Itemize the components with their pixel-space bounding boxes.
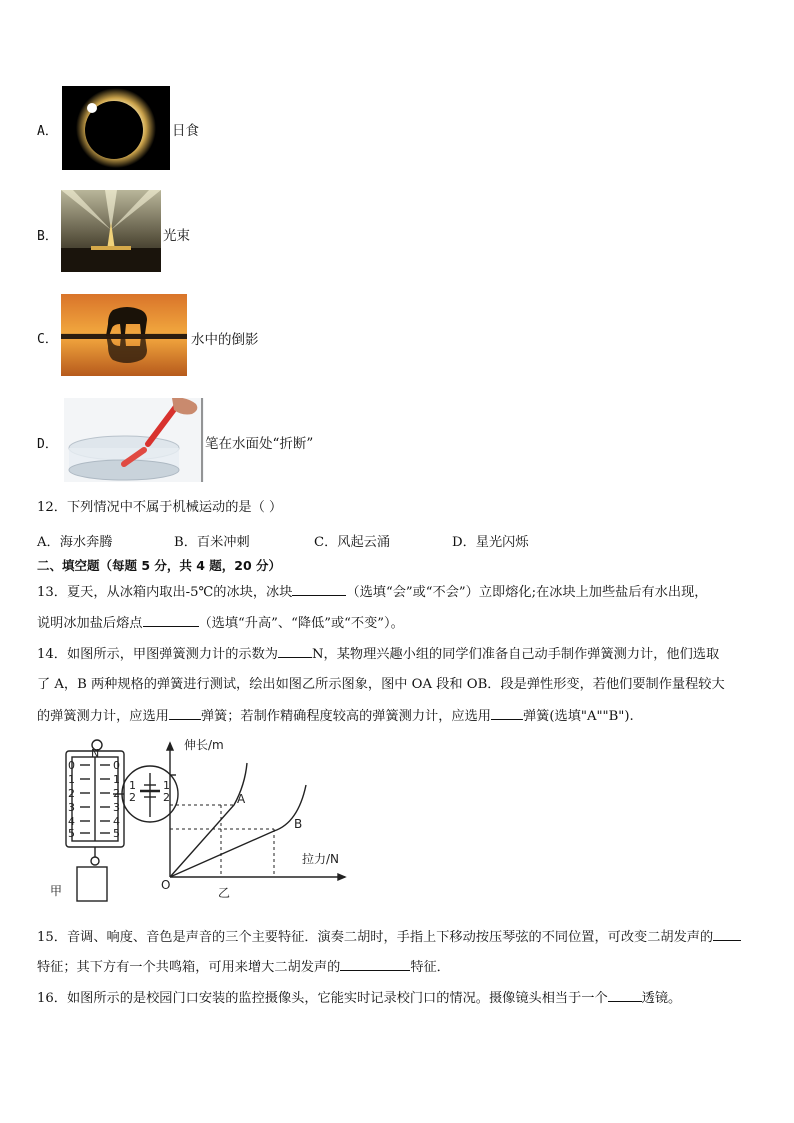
q14-blank-2[interactable] <box>169 707 201 720</box>
q13-line2 <box>37 614 404 633</box>
curve-b-label: B <box>294 817 303 831</box>
caption-right: 乙 <box>218 886 231 900</box>
q15-line2 <box>37 958 450 977</box>
option-c-text: 水中的倒影 <box>191 332 259 348</box>
option-a-letter: A． <box>37 124 58 139</box>
q13-text-4: （选填“升高”、“降低”或“不变”）。 <box>198 616 404 631</box>
q14-line1 <box>37 645 719 664</box>
scale-unit: N <box>91 747 100 760</box>
scale-left-1: 1 <box>68 773 75 786</box>
solar-eclipse-image <box>62 86 170 170</box>
q15-line1 <box>37 928 741 947</box>
y-axis-label: 伸长/m <box>184 738 224 752</box>
q13-line1 <box>37 583 708 602</box>
q12-option-c: C．风起云涌 <box>314 535 391 550</box>
option-c-letter: C． <box>37 332 58 347</box>
scale-right-0: 0 <box>113 759 120 772</box>
q12-stem: 12．下列情况中不属于机械运动的是（ ） <box>37 500 283 515</box>
scale-right-4: 4 <box>113 815 120 828</box>
caption-left: 甲 <box>50 884 63 898</box>
q14-line2: 了 A，B 两种规格的弹簧进行测试，绘出如图乙所示图象，图中 OA 段和 OB．段是弹性形变，若他们要制作量程较大 <box>37 677 725 692</box>
option-b-letter: B． <box>37 229 58 244</box>
physics-figure <box>40 735 380 910</box>
q15-text-3: 特征． <box>410 960 450 975</box>
option-b-text: 光束 <box>163 228 190 244</box>
scale-left-3: 3 <box>68 801 75 814</box>
q15-text-2: 特征；其下方有一个共鸣箱，可用来增大二胡发声的 <box>37 960 341 975</box>
q12-option-b: B．百米冲刺 <box>174 535 250 550</box>
scale-right-2: 2 <box>113 787 120 800</box>
section-title: 二、填空题（每题 5 分，共 4 题，20 分） <box>37 558 282 573</box>
origin-label: O <box>161 878 171 892</box>
x-axis-label: 拉力/N <box>302 852 340 866</box>
zoom-label-4: 2 <box>163 791 170 804</box>
q16-line1 <box>37 989 681 1008</box>
light-beam-image <box>61 190 161 272</box>
option-a-text: 日食 <box>172 123 199 139</box>
q13-text-3: 说明冰加盐后熔点 <box>37 616 143 631</box>
option-d-letter: D． <box>37 437 58 452</box>
q16-blank-1[interactable] <box>608 989 642 1002</box>
q15-blank-2[interactable] <box>340 958 410 971</box>
q14-text-1: 14．如图所示，甲图弹簧测力计的示数为 <box>37 647 278 662</box>
q13-text-1: 13．夏天，从冰箱内取出-5℃的冰块，冰块 <box>37 585 293 600</box>
q14-line3 <box>37 707 634 726</box>
q15-text-1: 15．音调、响度、音色是声音的三个主要特征．演奏二胡时，手指上下移动按压琴弦的不同位置，可改变二胡发声的 <box>37 930 714 945</box>
q13-text-2: （选填“会”或“不会”）立即熔化;在冰块上加些盐后有水出现， <box>346 585 708 600</box>
spring-scale-drawing <box>66 740 178 901</box>
q13-blank-2[interactable] <box>143 614 199 627</box>
q16-text-2: 透镜。 <box>641 991 682 1006</box>
q13-blank-1[interactable] <box>292 583 346 596</box>
q14-blank-1[interactable] <box>278 645 312 658</box>
q14-blank-3[interactable] <box>491 707 523 720</box>
elephant-reflection-image <box>61 294 187 376</box>
scale-right-3: 3 <box>113 801 120 814</box>
q14-text-4: 弹簧；若制作精确程度较高的弹簧测力计，应选用 <box>200 709 491 724</box>
zoom-label-2: 2 <box>129 791 136 804</box>
q14-text-3: 的弹簧测力计，应选用 <box>37 709 169 724</box>
option-d-text: 笔在水面处“折断” <box>205 436 314 452</box>
scale-left-4: 4 <box>68 815 75 828</box>
q12-option-a: A．海水奔腾 <box>37 535 113 550</box>
q14-text-5: 弹簧(选填"A""B"). <box>523 709 634 724</box>
zoom-label-3: 1 <box>163 779 170 792</box>
scale-left-0: 0 <box>68 759 75 772</box>
scale-left-2: 2 <box>68 787 75 800</box>
q15-blank-1[interactable] <box>713 928 741 941</box>
q16-text-1: 16．如图所示的是校园门口安装的监控摄像头，它能实时记录校门口的情况。摄像镜头相当于一个 <box>37 991 608 1006</box>
q14-text-2: N，某物理兴趣小组的同学们准备自己动手制作弹簧测力计，他们选取 <box>311 647 720 662</box>
zoom-label-1: 1 <box>129 779 136 792</box>
scale-right-1: 1 <box>113 773 120 786</box>
pen-in-water-image <box>64 398 204 482</box>
scale-right-5: 5 <box>113 827 120 840</box>
q12-option-d: D．星光闪烁 <box>452 535 529 550</box>
scale-left-5: 5 <box>68 827 75 840</box>
curve-a-label: A <box>237 792 246 806</box>
